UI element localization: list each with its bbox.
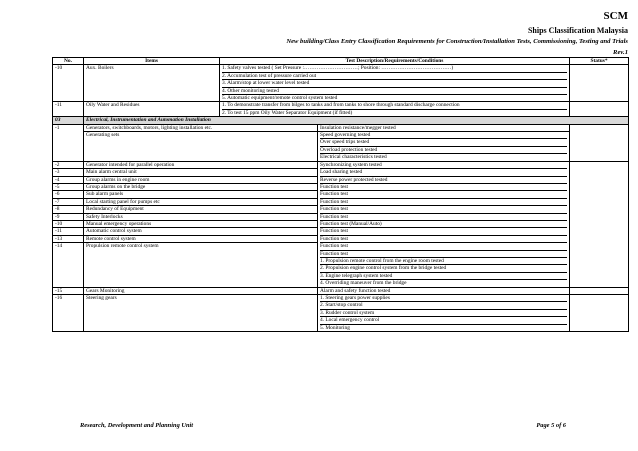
col-header-status: Status* bbox=[570, 58, 629, 65]
desc-line: Function test bbox=[320, 191, 567, 198]
list-item: Manual emergency operations bbox=[84, 221, 317, 228]
table-row-generators bbox=[53, 124, 629, 161]
desc-line: Function test bbox=[320, 206, 567, 213]
row-merged-cell bbox=[84, 124, 570, 161]
desc-line: Function test bbox=[320, 228, 567, 235]
desc-line: Speed governing tested bbox=[320, 132, 567, 139]
desc-line: 4. Other monitoring tested bbox=[222, 88, 567, 95]
row-no: -10 bbox=[53, 65, 84, 102]
sub-item: Generating sets bbox=[84, 132, 318, 161]
list-item: Automatic control system bbox=[84, 228, 317, 235]
row-description: Alarm and safety function tested bbox=[320, 287, 391, 294]
table-row-steering-gears bbox=[53, 295, 629, 332]
desc-line: Function test (Manual/Auto) bbox=[320, 221, 567, 228]
list-item: Generator intended for parallel operation bbox=[84, 162, 317, 169]
row-description bbox=[220, 65, 570, 102]
row-merged-cell bbox=[84, 161, 570, 287]
desc-line: 3. Engine telegraph system tested bbox=[320, 273, 567, 280]
row-no-list bbox=[53, 161, 84, 287]
list-item: Redundancy of Equipment bbox=[84, 206, 317, 213]
desc-line: Electrical characteristics tested bbox=[320, 154, 387, 161]
col-header-items: Items bbox=[84, 58, 220, 65]
table-row-aux-boilers bbox=[53, 65, 629, 102]
list-no: -10 bbox=[53, 221, 83, 228]
page-number: Page 5 of 6 bbox=[536, 422, 566, 429]
list-no: -5 bbox=[53, 184, 83, 191]
desc-line: 1. To demonstrate transfer from bilges to tanks and from tanks to shore through standard discharge connection bbox=[222, 102, 567, 109]
list-item: Group alarms on the bridge bbox=[84, 184, 317, 191]
desc-line: Function test bbox=[320, 214, 567, 221]
desc-line: Synchronizing system tested bbox=[320, 162, 567, 169]
row-description: Insulation resistance/megger tested bbox=[320, 124, 396, 131]
list-no: -8 bbox=[53, 206, 83, 213]
document-title: New building/Class Entry Classification Requirements for Construction/Installation Tests, Commissioning, Testing and Trials bbox=[286, 38, 628, 45]
row-item: Oily Water and Residues bbox=[84, 102, 220, 117]
row-no: -16 bbox=[53, 295, 84, 332]
list-no: -9 bbox=[53, 214, 83, 221]
col-header-no: No. bbox=[53, 58, 84, 65]
list-item: Main alarm central unit bbox=[84, 169, 317, 176]
desc-line: Function test bbox=[320, 199, 567, 206]
section-no: 03 bbox=[53, 117, 84, 124]
desc-line: Function test bbox=[320, 184, 567, 191]
row-status[interactable] bbox=[570, 102, 629, 117]
desc-line: 1. Safety valves tested ( Set Pressure :…………………………; Position: …………………………………) bbox=[222, 65, 567, 72]
row-description bbox=[220, 102, 570, 117]
list-item: Remote control system bbox=[84, 236, 317, 243]
list-no: -7 bbox=[53, 199, 83, 206]
row-status[interactable] bbox=[570, 295, 629, 332]
desc-line: 2. Accumulation test of pressure carried out bbox=[222, 73, 567, 80]
desc-line: Function test bbox=[320, 243, 567, 250]
row-no: -11 bbox=[53, 102, 84, 117]
row-item: Aux. Boilers bbox=[84, 65, 220, 102]
list-item: Propulsion remote control system bbox=[86, 243, 159, 250]
desc-line: 2. Start/stop control bbox=[320, 302, 567, 309]
table-header-row bbox=[53, 58, 629, 65]
list-no: -6 bbox=[53, 191, 83, 198]
org-subtitle: Ships Classification Malaysia bbox=[527, 26, 628, 35]
list-no: -3 bbox=[53, 169, 83, 176]
requirements-table bbox=[52, 57, 629, 332]
desc-line: 4. Overriding maneuver from the bridge bbox=[320, 280, 407, 287]
org-name: SCM bbox=[603, 10, 628, 22]
revision-label: Rev.1 bbox=[613, 49, 628, 56]
desc-line: Over speed trips tested bbox=[320, 139, 567, 146]
row-item: Generators, switchboards, motors, lighting installation etc. bbox=[84, 125, 318, 131]
desc-line: 3. Rudder control system bbox=[320, 310, 567, 317]
row-no: -1 bbox=[53, 124, 84, 161]
section-row-electrical bbox=[53, 117, 629, 124]
desc-line: 1. Propulsion remote control from the engine room tested bbox=[320, 258, 567, 265]
desc-line: 2. Propulsion engine control system from the bridge tested bbox=[320, 265, 567, 272]
list-item: Group alarms in engine room bbox=[84, 177, 317, 184]
list-no: -2 bbox=[53, 162, 83, 169]
row-status[interactable] bbox=[570, 124, 629, 161]
desc-line: Reverse power protected tested bbox=[320, 177, 567, 184]
desc-line: 5. Automatic equipment/remote control system tested bbox=[222, 95, 338, 102]
table-row-list-group bbox=[53, 161, 629, 287]
row-status[interactable] bbox=[570, 161, 629, 287]
row-merged-cell bbox=[84, 295, 570, 332]
desc-line: Function test bbox=[320, 236, 567, 243]
row-status[interactable] bbox=[570, 287, 629, 294]
list-item: Safety Interlocks bbox=[84, 214, 317, 221]
row-no: -15 bbox=[53, 287, 84, 294]
desc-line: 5. Monitoring bbox=[320, 324, 350, 331]
desc-line: 4. Local emergency control bbox=[320, 317, 567, 324]
list-item: Sub alarm panels bbox=[84, 191, 317, 198]
desc-line: 2. To test 15 ppm Oily Water Separator Equipment (if fitted) bbox=[222, 109, 353, 116]
row-status[interactable] bbox=[570, 65, 629, 102]
row-merged-cell bbox=[84, 287, 570, 294]
footer-unit: Research, Development and Planning Unit bbox=[80, 422, 194, 429]
col-header-description: Test Description/Requirements/Conditions bbox=[220, 58, 570, 65]
list-no: -13 bbox=[53, 236, 83, 243]
desc-line: Load sharing tested bbox=[320, 169, 567, 176]
desc-line: Function test bbox=[320, 251, 567, 258]
desc-line: 1. Steering gears power supplies bbox=[320, 295, 567, 302]
desc-line: Overload protection tested bbox=[320, 147, 567, 154]
desc-line: 3. Alarm/stop at lower water level tested bbox=[222, 80, 567, 87]
section-title: Electrical, Instrumentation and Automation Installation bbox=[84, 117, 629, 124]
list-no: -14 bbox=[55, 243, 63, 250]
row-item: Steering gears bbox=[84, 295, 318, 331]
list-item: Local starting panel for pumps etc bbox=[84, 199, 317, 206]
table-row-gears-monitoring bbox=[53, 287, 629, 294]
table-row-oily-water bbox=[53, 102, 629, 117]
row-item: Gears Monitoring bbox=[84, 288, 318, 294]
list-no: -4 bbox=[53, 177, 83, 184]
list-no: -11 bbox=[53, 228, 83, 235]
